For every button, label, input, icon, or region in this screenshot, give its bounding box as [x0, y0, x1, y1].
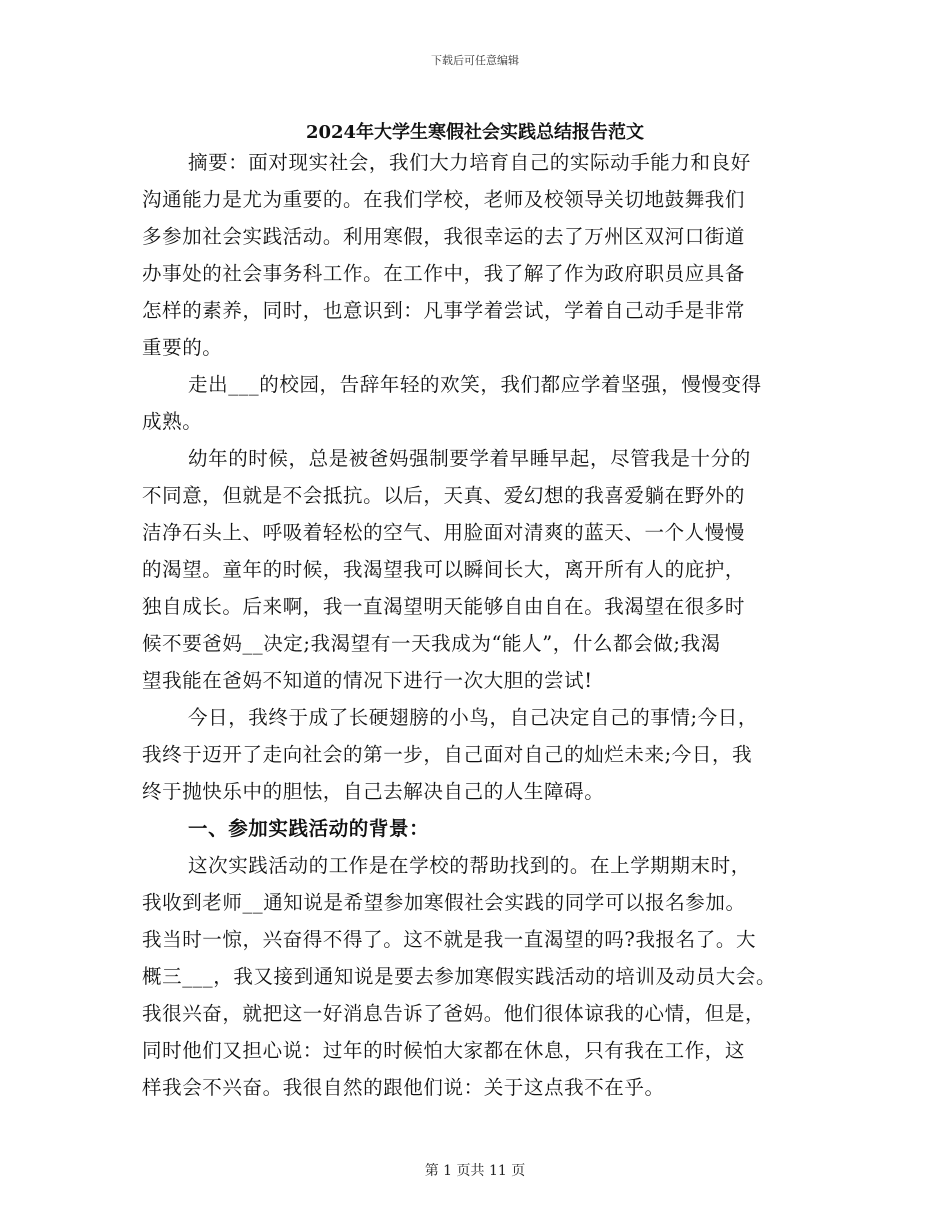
text-line: 概三___，我又接到通知说是要去参加寒假实践活动的培训及动员大会。: [142, 965, 777, 988]
text-line: 成熟。: [142, 410, 203, 433]
paragraph: [142, 847, 832, 1106]
text-line: 一、参加实践活动的背景：: [188, 817, 430, 840]
text-line: 办事处的社会事务科工作。在工作中，我了解了作为政府职员应具备: [142, 262, 746, 285]
text-line: 这次实践活动的工作是在学校的帮助找到的。在上学期期末时，: [188, 854, 751, 877]
paragraph: [142, 440, 832, 699]
text-line: 样我会不兴奋。我很自然的跟他们说：关于这点我不在乎。: [142, 1076, 665, 1099]
text-line: 同时他们又担心说：过年的时候怕大家都在休息，只有我在工作，这: [142, 1039, 746, 1062]
text-line: 多参加社会实践活动。利用寒假，我很幸运的去了万州区双河口街道: [142, 225, 746, 248]
paragraph: [142, 699, 832, 810]
text-line: 独自成长。后来啊，我一直渴望明天能够自由自在。我渴望在很多时: [142, 595, 746, 618]
section-heading: [142, 810, 832, 847]
text-line: 重要的。: [142, 336, 223, 359]
text-line: 我很兴奋，就把这一好消息告诉了爸妈。他们很体谅我的心情，但是，: [142, 1002, 766, 1025]
text-line: 我收到老师__通知说是希望参加寒假社会实践的同学可以报名参加。: [142, 891, 746, 914]
text-line: 摘要：面对现实社会，我们大力培育自己的实际动手能力和良好: [188, 151, 751, 174]
text-line: 怎样的素养，同时，也意识到：凡事学着尝试，学着自己动手是非常: [142, 299, 746, 322]
text-line: 不同意，但就是不会抵抗。以后，天真、爱幻想的我喜爱躺在野外的: [142, 484, 746, 507]
text-line: 候不要爸妈__决定;我渴望有一天我成为“能人”，什么都会做;我渴: [142, 632, 721, 655]
page-header-note: 下载后可任意编辑: [431, 54, 519, 67]
text-line: 望我能在爸妈不知道的情况下进行一次大胆的尝试!: [142, 669, 593, 692]
text-line: 我当时一惊，兴奋得不得了。这不就是我一直渴望的吗?我报名了。大: [142, 928, 757, 951]
paragraph: [142, 366, 832, 440]
text-line: 今日，我终于成了长硬翅膀的小鸟，自己决定自己的事情;今日，: [188, 706, 758, 729]
text-line: 洁净石头上、呼吸着轻松的空气、用脸面对清爽的蓝天、一个人慢慢: [142, 521, 746, 544]
document-body: [142, 144, 832, 1106]
text-line: 走出___的校园，告辞年轻的欢笑，我们都应学着坚强，慢慢变得: [188, 373, 762, 396]
document-title: 2024年大学生寒假社会实践总结报告范文: [305, 122, 645, 143]
text-line: 的渴望。童年的时候，我渴望我可以瞬间长大，离开所有人的庇护，: [142, 558, 746, 581]
page-footer: 第 1 页共 11 页: [424, 1163, 526, 1179]
paragraph: [142, 144, 832, 366]
text-line: 我终于迈开了走向社会的第一步，自己面对自己的灿烂未来;今日，我: [142, 743, 753, 766]
text-line: 幼年的时候，总是被爸妈强制要学着早睡早起，尽管我是十分的: [188, 447, 751, 470]
text-line: 沟通能力是尤为重要的。在我们学校，老师及校领导关切地鼓舞我们: [142, 188, 746, 211]
text-line: 终于抛快乐中的胆怯，自己去解决自己的人生障碍。: [142, 780, 605, 803]
